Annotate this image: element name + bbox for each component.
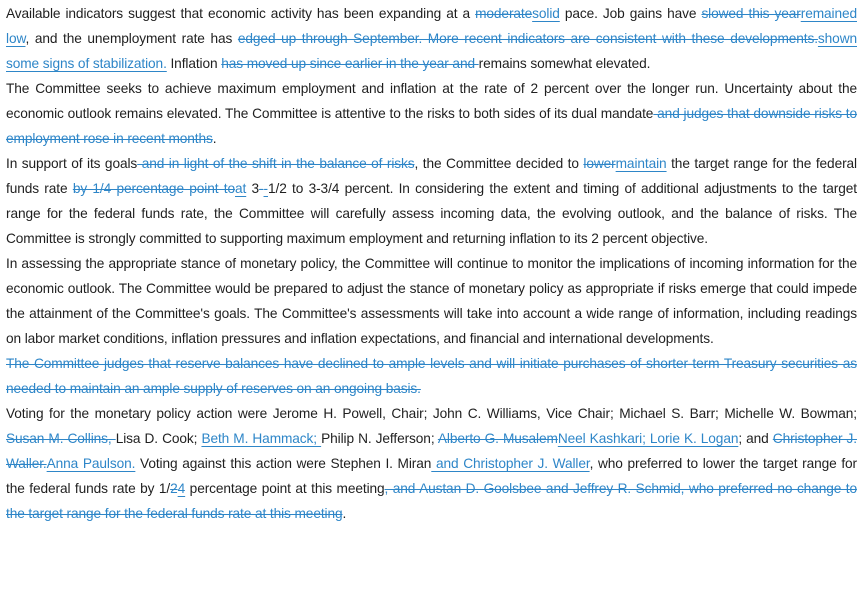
deleted-text-run: and in light of the shift in the balance of risks (137, 156, 415, 171)
text-run: Lisa D. Cook; (115, 431, 202, 446)
paragraph (6, 401, 857, 526)
text-run: 3 (246, 181, 260, 196)
inserted-text-run: and Christopher J. Waller (431, 456, 590, 471)
paragraph (6, 251, 857, 351)
text-run: Voting against this action were Stephen I. Miran (135, 456, 432, 471)
inserted-text-run: remained low (6, 6, 857, 46)
inserted-text-run: - (263, 181, 268, 196)
deleted-text-run: The Committee judges that reserve balances have declined to ample levels and will initiate purchases of shorter-term Treasury securities as needed to maintain an ample supply of reserves on an ongoing basis. (6, 356, 857, 396)
text-run: Voting for the monetary policy action were Jerome H. Powell, Chair; John C. Williams, Vice Chair; Michael S. Barr; Michelle W. Bowman; (6, 406, 857, 421)
text-run: pace. Job gains have (559, 6, 702, 21)
deleted-text-run: lower (583, 156, 616, 171)
inserted-text-run: solid (532, 6, 560, 21)
text-run: 1/2 to 3-3/4 percent. In considering the extent and timing of additional adjustments to the target range for the federal funds rate, the Committee will carefully assess incoming data, the evolving outlook, and the balance of risks. The Committee is strongly committed to supporting maximum employment and returning inflation to its 2 percent objective. (6, 181, 857, 246)
deleted-text-run: 2 (170, 481, 178, 496)
paragraph (6, 351, 857, 401)
deleted-text-run: Susan M. Collins, (6, 431, 116, 446)
text-run: percentage point at this meeting (185, 481, 385, 496)
text-run: Philip N. Jefferson; (321, 431, 438, 446)
text-run: In assessing the appropriate stance of monetary policy, the Committee will continue to monitor the implications of incoming information for the economic outlook. The Committee would be prepared to adjust the stance of monetary policy as appropriate if risks emerge that could impede the attainment of the Committee's goals. The Committee's assessments will take into account a wide range of information, including readings on labor market conditions, inflation pressures and inflation expectations, and financial and international developments. (6, 256, 857, 346)
text-run: The Committee seeks to achieve maximum employment and inflation at the rate of 2 percent over the longer run. Uncertainty about the economic outlook remains elevated. The Committee is attentive to the risks to both sides of its dual mandate (6, 81, 857, 121)
text-run: In support of its goals (6, 156, 138, 171)
inserted-text-run: 4 (177, 481, 186, 496)
deleted-text-run: and judges that downside risks to employment rose in recent months (6, 106, 858, 146)
deleted-text-run: moderate (475, 6, 533, 21)
deleted-text-run: has moved up since earlier in the year and (221, 56, 479, 71)
deleted-text-run: edged up through September. More recent indicators are consistent with these developments. (237, 31, 818, 46)
text-run: , and the unemployment rate has (25, 31, 238, 46)
deleted-text-run: by 1/4 percentage point to (72, 181, 235, 196)
deleted-text-run: , and Austan D. Goolsbee and Jeffrey R. Schmid, who preferred no change to the target range for the federal funds rate at this meeting (6, 481, 857, 521)
inserted-text-run: Anna Paulson. (46, 456, 136, 471)
inserted-text-run: maintain (615, 156, 667, 171)
paragraph (6, 151, 857, 251)
inserted-text-run: at (235, 181, 247, 196)
text-run: ; and (738, 431, 773, 446)
text-run: , the Committee decided to (414, 156, 584, 171)
inserted-text-run: Neel Kashkari; Lorie K. Logan (557, 431, 739, 446)
text-run: Inflation (166, 56, 222, 71)
deleted-text-run: - (259, 181, 264, 196)
inserted-text-run: Beth M. Hammack; (201, 431, 322, 446)
text-run: remains somewhat elevated. (478, 56, 651, 71)
text-run: , who preferred to lower the target range for the federal funds rate by 1/ (6, 456, 857, 496)
paragraph (6, 76, 857, 151)
deleted-text-run: Alberto G. Musalem (437, 431, 558, 446)
text-run: . (342, 506, 347, 521)
paragraph (6, 1, 857, 76)
deleted-text-run: Christopher J. Waller. (6, 431, 857, 471)
inserted-text-run: shown some signs of stabilization. (6, 31, 857, 71)
deleted-text-run: slowed this year (701, 6, 801, 21)
text-run: Available indicators suggest that economic activity has been expanding at a (6, 6, 476, 21)
text-run: the target range for the federal funds rate (6, 156, 857, 196)
text-run: . (212, 131, 217, 146)
